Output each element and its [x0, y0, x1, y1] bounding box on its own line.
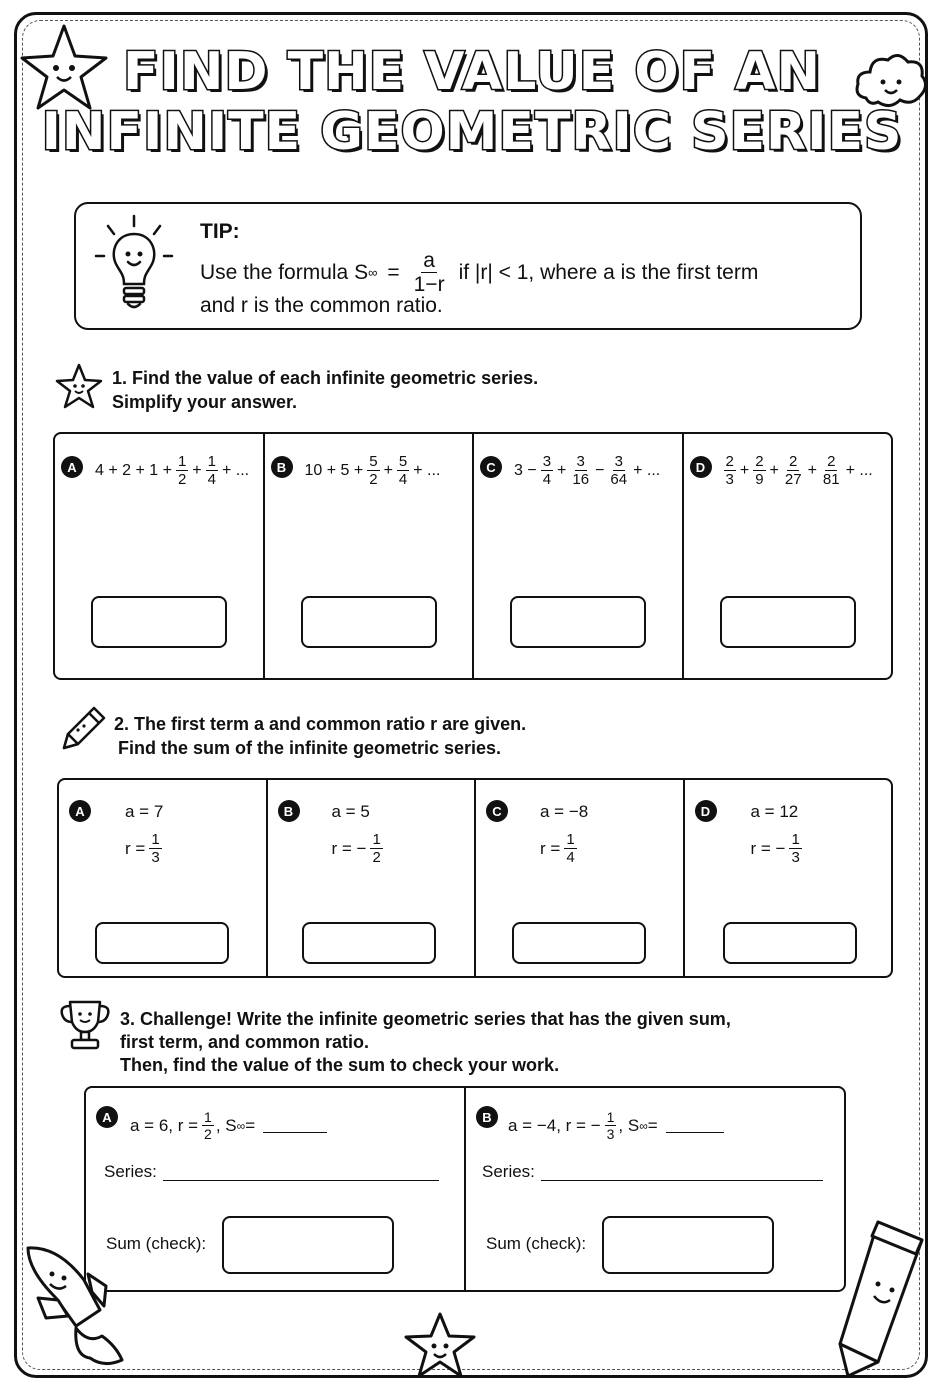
common-ratio [751, 832, 804, 865]
section2-heading [114, 712, 526, 760]
fraction-denominator: 2 [369, 471, 378, 488]
series-fraction [753, 454, 765, 487]
letter-badge: B [278, 800, 300, 822]
fraction-denominator: 9 [755, 471, 764, 488]
ratio-fraction [789, 832, 801, 865]
sum-equals: = [647, 1115, 658, 1135]
first-term: a = 7 [125, 802, 164, 821]
letter-badge: B [271, 456, 293, 478]
letter-badge: D [695, 800, 717, 822]
fraction-numerator: 5 [369, 453, 378, 470]
series-fraction [570, 454, 591, 487]
answer-box[interactable] [301, 596, 437, 648]
letter-badge: D [690, 456, 712, 478]
fraction-denominator: 4 [398, 471, 408, 488]
tip-formula-line [200, 250, 758, 295]
series-expression [722, 454, 875, 487]
ratio-label: r = − [331, 838, 367, 858]
first-term: a = 12 [750, 802, 799, 821]
fraction-denominator: 4 [542, 471, 552, 488]
fraction-denominator: 2 [177, 471, 187, 488]
page-title-line1: FIND THE VALUE OF AN [123, 42, 821, 102]
ratio-label: r = [125, 838, 146, 858]
tip-text-line2: and r is the common ratio. [200, 294, 443, 317]
series-fraction [367, 454, 379, 487]
series-term: + ... [845, 461, 873, 479]
common-ratio [540, 832, 579, 865]
sum-label: , S [215, 1115, 237, 1135]
fraction-numerator: 5 [398, 453, 408, 470]
fraction-numerator: 3 [542, 453, 552, 470]
series-term: + ... [221, 461, 250, 479]
series-fraction [206, 454, 218, 487]
section3-grid [84, 1086, 846, 1292]
section2-line2: Find the sum of the infinite geometric series. [118, 738, 502, 758]
s3-cell [86, 1088, 466, 1290]
series-fraction [783, 454, 804, 487]
series-fraction [821, 454, 842, 487]
ratio-fraction [149, 832, 161, 865]
sum-check-label: Sum (check): [486, 1234, 587, 1253]
series-label: Series: [104, 1162, 157, 1181]
section3-line1: 3. Challenge! Write the infinite geometric series that has the given sum, [120, 1009, 731, 1029]
fraction-numerator: 2 [725, 453, 734, 470]
series-term: + [807, 461, 817, 479]
letter-badge: A [69, 800, 91, 822]
fraction-denominator: 81 [822, 471, 840, 488]
ratio-fraction [370, 832, 382, 865]
given-values: a = −4, r = − [508, 1115, 601, 1135]
ratio-den: 4 [566, 849, 575, 866]
s2-cell [59, 780, 268, 976]
ratio-den: 3 [606, 1126, 615, 1142]
series-row [482, 1162, 823, 1182]
fraction-denominator: 16 [572, 471, 590, 488]
series-term: 10 + 5 + [304, 461, 364, 479]
series-term: − [595, 461, 605, 479]
s2-cell [476, 780, 685, 976]
answer-box[interactable] [91, 596, 227, 648]
sum-check-label: Sum (check): [106, 1234, 207, 1253]
common-ratio [125, 832, 164, 865]
ratio-num: 1 [791, 831, 800, 848]
tip-frac-den: 1−r [413, 273, 445, 296]
series-label: Series: [482, 1162, 535, 1181]
answer-box[interactable] [720, 596, 856, 648]
series-term: + [192, 461, 202, 479]
letter-badge: C [480, 456, 502, 478]
sum-subscript: ∞ [639, 1118, 648, 1133]
ratio-label: r = [540, 838, 561, 858]
ratio-den: 3 [791, 849, 800, 866]
series-fraction [176, 454, 188, 487]
fraction-numerator: 2 [827, 453, 836, 470]
tip-text-condition: if |r| < 1, where a is the first term [458, 260, 759, 284]
trophy-icon [56, 996, 114, 1054]
fraction-numerator: 2 [789, 453, 798, 470]
challenge-given [508, 1110, 724, 1141]
series-term: + [769, 461, 779, 479]
star-icon [54, 362, 104, 410]
series-fraction [608, 454, 629, 487]
series-term: + [383, 461, 393, 479]
section3-heading [120, 1008, 731, 1077]
tip-equals: = [387, 260, 400, 284]
answer-box[interactable] [723, 922, 857, 964]
letter-badge: B [476, 1106, 498, 1128]
series-fraction [397, 454, 409, 487]
pencil-face-icon [826, 1212, 934, 1380]
series-fraction [541, 454, 553, 487]
sum-blank[interactable] [263, 1118, 327, 1133]
section1-grid [53, 432, 893, 680]
sum-equals: = [245, 1115, 256, 1135]
ratio-fraction [202, 1110, 214, 1141]
rocket-icon [18, 1240, 130, 1374]
ratio-num: 1 [606, 1109, 615, 1125]
fraction-denominator: 64 [610, 471, 628, 488]
ratio-num: 1 [372, 831, 381, 848]
fraction-numerator: 3 [576, 453, 585, 470]
series-row [104, 1162, 439, 1182]
series-term: + [739, 461, 750, 479]
fraction-numerator: 1 [177, 453, 187, 470]
series-expression [303, 454, 443, 487]
series-term: + ... [413, 461, 441, 479]
ratio-label: r = − [750, 838, 786, 858]
sum-check-box[interactable] [222, 1216, 394, 1274]
tip-frac-num: a [423, 249, 435, 272]
fraction-numerator: 1 [207, 453, 216, 470]
answer-box[interactable] [302, 922, 436, 964]
ratio-den: 3 [151, 849, 160, 866]
section1-line1: 1. Find the value of each infinite geometric series. [112, 368, 539, 388]
challenge-given [130, 1110, 327, 1141]
ratio-fraction [605, 1110, 617, 1141]
letter-badge: A [61, 456, 83, 478]
first-term: a = 5 [331, 802, 370, 821]
ratio-den: 2 [204, 1126, 212, 1142]
answer-box[interactable] [510, 596, 646, 648]
s2-cell [268, 780, 477, 976]
section1-heading [112, 366, 538, 414]
page-title-line2: INFINITE GEOMETRIC SERIES [41, 102, 903, 162]
answer-box[interactable] [512, 922, 646, 964]
common-ratio [332, 832, 385, 865]
s1-cell [265, 434, 475, 678]
letter-badge: C [486, 800, 508, 822]
ratio-den: 2 [372, 849, 381, 866]
series-blank[interactable] [163, 1164, 439, 1181]
given-values: a = 6, r = [130, 1115, 199, 1135]
series-term: 3 − [514, 461, 537, 479]
letter-badge: A [96, 1106, 118, 1128]
section3-line3: Then, find the value of the sum to check your work. [120, 1055, 560, 1075]
s1-cell [55, 434, 265, 678]
tip-subscript: ∞ [368, 265, 378, 280]
first-term: a = −8 [540, 802, 589, 821]
ratio-fraction [564, 832, 576, 865]
s2-cell [685, 780, 892, 976]
series-term: + [557, 461, 567, 479]
series-fraction [724, 454, 736, 487]
tip-fraction [412, 250, 447, 295]
series-blank[interactable] [541, 1164, 823, 1181]
lightbulb-icon [92, 212, 176, 322]
ratio-num: 1 [151, 831, 160, 848]
series-term: 4 + 2 + 1 + [95, 461, 172, 479]
sum-blank[interactable] [666, 1118, 724, 1133]
series-expression [512, 454, 662, 487]
pencil-icon [56, 702, 110, 756]
series-term: + ... [633, 461, 661, 479]
fraction-numerator: 3 [614, 453, 623, 470]
s1-cell [684, 434, 892, 678]
fraction-denominator: 27 [784, 471, 802, 488]
tip-box [74, 202, 862, 330]
tip-heading: TIP: [200, 220, 240, 243]
ratio-num: 1 [566, 831, 575, 848]
star-face-bottom-icon [402, 1310, 478, 1380]
s3-cell [466, 1088, 844, 1290]
section1-line2: Simplify your answer. [112, 392, 298, 412]
series-expression [93, 454, 251, 487]
sum-check-box[interactable] [602, 1216, 774, 1274]
ratio-num: 1 [204, 1109, 212, 1125]
fraction-denominator: 4 [207, 471, 216, 488]
sum-subscript: ∞ [236, 1118, 246, 1133]
fraction-numerator: 2 [755, 453, 764, 470]
answer-box[interactable] [95, 922, 229, 964]
s1-cell [474, 434, 684, 678]
section2-line1: 2. The first term a and common ratio r are given. [114, 714, 527, 734]
sum-label: , S [618, 1115, 640, 1135]
section2-grid [57, 778, 893, 978]
section3-line2: first term, and common ratio. [120, 1032, 370, 1052]
tip-text: Use the formula S [200, 260, 369, 284]
fraction-denominator: 3 [725, 471, 734, 488]
